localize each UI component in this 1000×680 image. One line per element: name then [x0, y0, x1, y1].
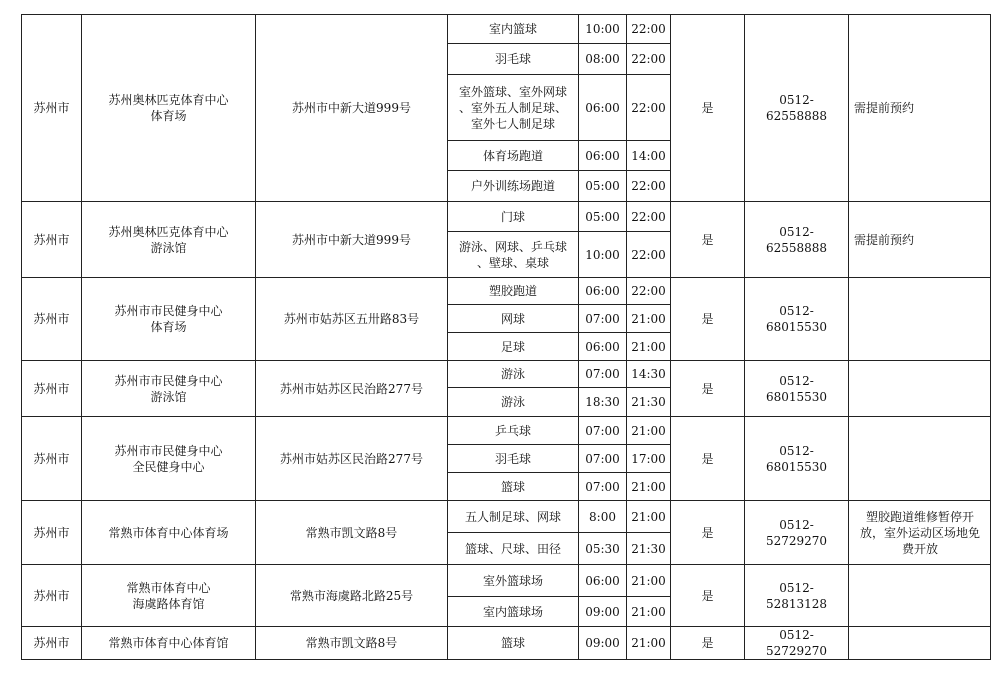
venue-name-cell: 常熟市体育中心体育馆: [82, 627, 256, 660]
phone-cell: 0512-68015530: [745, 417, 849, 501]
sport-cell: 体育场跑道: [448, 141, 579, 171]
start-time-cell: 09:00: [579, 597, 627, 627]
address-cell: 苏州市姑苏区五卅路83号: [256, 278, 448, 361]
phone-cell: 0512-62558888: [745, 202, 849, 278]
open-status-cell: 是: [671, 278, 745, 361]
end-time-cell: 14:00: [627, 141, 671, 171]
end-time-cell: 21:00: [627, 417, 671, 445]
phone-cell: 0512-52813128: [745, 565, 849, 627]
start-time-cell: 05:00: [579, 202, 627, 232]
start-time-cell: 10:00: [579, 15, 627, 44]
end-time-cell: 22:00: [627, 44, 671, 75]
note-cell: [849, 417, 991, 501]
sport-cell: 网球: [448, 305, 579, 333]
sport-cell: 门球: [448, 202, 579, 232]
venue-name-cell: 常熟市体育中心 海虞路体育馆: [82, 565, 256, 627]
end-time-cell: 21:00: [627, 333, 671, 361]
sport-cell: 室内篮球场: [448, 597, 579, 627]
sport-cell: 室外篮球场: [448, 565, 579, 597]
start-time-cell: 18:30: [579, 388, 627, 417]
city-cell: 苏州市: [22, 501, 82, 565]
phone-cell: 0512-52729270: [745, 501, 849, 565]
table-row: [22, 627, 991, 660]
address-cell: 苏州市中新大道999号: [256, 15, 448, 202]
city-cell: 苏州市: [22, 202, 82, 278]
address-cell: 苏州市中新大道999号: [256, 202, 448, 278]
sport-cell: 篮球: [448, 473, 579, 501]
address-cell: 常熟市海虞路北路25号: [256, 565, 448, 627]
start-time-cell: 05:00: [579, 171, 627, 202]
sport-cell: 篮球、尺球、田径: [448, 533, 579, 565]
sport-cell: 游泳: [448, 361, 579, 388]
end-time-cell: 21:00: [627, 565, 671, 597]
venue-name-cell: 苏州市市民健身中心 游泳馆: [82, 361, 256, 417]
table-row: [22, 565, 991, 597]
end-time-cell: 21:00: [627, 597, 671, 627]
start-time-cell: 08:00: [579, 44, 627, 75]
open-status-cell: 是: [671, 202, 745, 278]
phone-cell: 0512-68015530: [745, 361, 849, 417]
start-time-cell: 8:00: [579, 501, 627, 533]
document-page: [21, 14, 990, 660]
table-row: [22, 501, 991, 533]
end-time-cell: 22:00: [627, 278, 671, 305]
phone-cell: 0512-52729270: [745, 627, 849, 660]
end-time-cell: 21:30: [627, 533, 671, 565]
venue-name-cell: 苏州奥林匹克体育中心 游泳馆: [82, 202, 256, 278]
sport-cell: 羽毛球: [448, 44, 579, 75]
city-cell: 苏州市: [22, 15, 82, 202]
sport-cell: 室内篮球: [448, 15, 579, 44]
open-status-cell: 是: [671, 15, 745, 202]
start-time-cell: 07:00: [579, 417, 627, 445]
address-cell: 常熟市凯文路8号: [256, 501, 448, 565]
end-time-cell: 21:00: [627, 473, 671, 501]
address-cell: 苏州市姑苏区民治路277号: [256, 417, 448, 501]
sport-cell: 室外篮球、室外网球 、室外五人制足球、 室外七人制足球: [448, 75, 579, 141]
open-status-cell: 是: [671, 361, 745, 417]
address-cell: 苏州市姑苏区民治路277号: [256, 361, 448, 417]
city-cell: 苏州市: [22, 417, 82, 501]
note-cell: 塑胶跑道维修暂停开 放，室外运动区场地免 费开放: [849, 501, 991, 565]
phone-cell: 0512-68015530: [745, 278, 849, 361]
end-time-cell: 22:00: [627, 15, 671, 44]
start-time-cell: 06:00: [579, 565, 627, 597]
venue-table-body: [22, 15, 991, 660]
sport-cell: 羽毛球: [448, 445, 579, 473]
city-cell: 苏州市: [22, 565, 82, 627]
end-time-cell: 21:00: [627, 501, 671, 533]
sport-cell: 篮球: [448, 627, 579, 660]
start-time-cell: 07:00: [579, 473, 627, 501]
end-time-cell: 22:00: [627, 232, 671, 278]
sport-cell: 足球: [448, 333, 579, 361]
venue-name-cell: 苏州市市民健身中心 体育场: [82, 278, 256, 361]
open-status-cell: 是: [671, 627, 745, 660]
sport-cell: 乒乓球: [448, 417, 579, 445]
note-cell: 需提前预约: [849, 15, 991, 202]
start-time-cell: 06:00: [579, 278, 627, 305]
note-cell: [849, 627, 991, 660]
venue-name-cell: 常熟市体育中心体育场: [82, 501, 256, 565]
table-row: [22, 15, 991, 44]
start-time-cell: 07:00: [579, 445, 627, 473]
table-row: [22, 361, 991, 388]
note-cell: 需提前预约: [849, 202, 991, 278]
city-cell: 苏州市: [22, 627, 82, 660]
start-time-cell: 06:00: [579, 141, 627, 171]
start-time-cell: 07:00: [579, 361, 627, 388]
start-time-cell: 10:00: [579, 232, 627, 278]
table-row: [22, 417, 991, 445]
note-cell: [849, 361, 991, 417]
end-time-cell: 22:00: [627, 171, 671, 202]
address-cell: 常熟市凯文路8号: [256, 627, 448, 660]
table-row: [22, 202, 991, 232]
sport-cell: 游泳、网球、乒乓球 、壁球、桌球: [448, 232, 579, 278]
end-time-cell: 21:00: [627, 305, 671, 333]
end-time-cell: 21:00: [627, 627, 671, 660]
venue-table: [21, 14, 991, 660]
end-time-cell: 22:00: [627, 202, 671, 232]
sport-cell: 塑胶跑道: [448, 278, 579, 305]
start-time-cell: 06:00: [579, 75, 627, 141]
note-cell: [849, 278, 991, 361]
start-time-cell: 05:30: [579, 533, 627, 565]
end-time-cell: 21:30: [627, 388, 671, 417]
start-time-cell: 09:00: [579, 627, 627, 660]
end-time-cell: 17:00: [627, 445, 671, 473]
table-row: [22, 278, 991, 305]
sport-cell: 户外训练场跑道: [448, 171, 579, 202]
phone-cell: 0512-62558888: [745, 15, 849, 202]
city-cell: 苏州市: [22, 361, 82, 417]
note-cell: [849, 565, 991, 627]
start-time-cell: 06:00: [579, 333, 627, 361]
end-time-cell: 14:30: [627, 361, 671, 388]
city-cell: 苏州市: [22, 278, 82, 361]
sport-cell: 游泳: [448, 388, 579, 417]
open-status-cell: 是: [671, 501, 745, 565]
venue-name-cell: 苏州奥林匹克体育中心 体育场: [82, 15, 256, 202]
start-time-cell: 07:00: [579, 305, 627, 333]
open-status-cell: 是: [671, 565, 745, 627]
venue-name-cell: 苏州市市民健身中心 全民健身中心: [82, 417, 256, 501]
open-status-cell: 是: [671, 417, 745, 501]
end-time-cell: 22:00: [627, 75, 671, 141]
sport-cell: 五人制足球、网球: [448, 501, 579, 533]
